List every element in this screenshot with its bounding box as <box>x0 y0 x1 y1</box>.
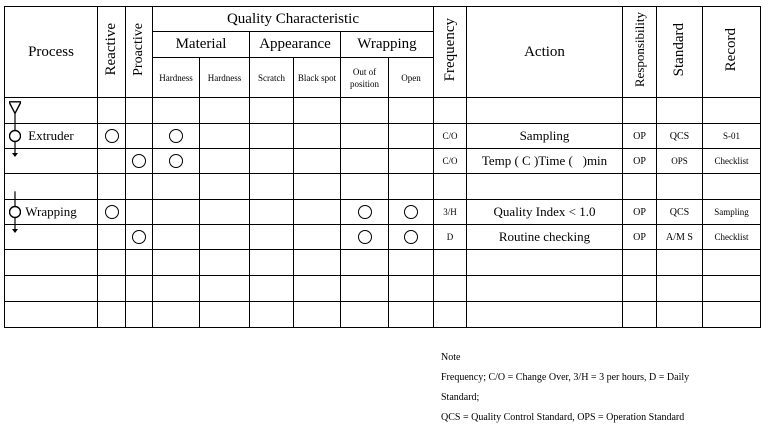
hardness-mark <box>153 124 200 149</box>
hardness-header: Hardness <box>153 58 200 98</box>
start-cell <box>5 98 98 124</box>
record-cell: Checklist <box>703 225 761 250</box>
frequency-header: Frequency <box>434 7 467 98</box>
notes-block <box>441 348 689 428</box>
check-circle-icon <box>105 205 119 219</box>
hardness-mark <box>153 149 200 174</box>
open-mark <box>389 200 434 225</box>
proactive-mark <box>126 225 153 250</box>
action-cell: Sampling <box>467 124 623 149</box>
check-circle-icon <box>404 230 418 244</box>
standard-header: Standard <box>657 7 703 98</box>
table-row <box>5 302 761 328</box>
table-row <box>5 124 761 149</box>
flow-operation-circle-icon <box>9 200 21 224</box>
process-cell <box>5 149 98 174</box>
action-cell: Temp ( C )Time ( )min <box>467 149 623 174</box>
action-cell: Quality Index < 1.0 <box>467 200 623 225</box>
black-spot-header: Black spot <box>294 58 341 98</box>
frequency-cell: D <box>434 225 467 250</box>
material-header: Material <box>153 32 250 58</box>
record-cell: S-01 <box>703 124 761 149</box>
process-label: Extruder <box>28 128 74 143</box>
proactive-header: Proactive <box>126 7 153 98</box>
check-circle-icon <box>105 129 119 143</box>
appearance-header: Appearance <box>250 32 341 58</box>
responsibility-cell: OP <box>623 149 657 174</box>
record-cell: Checklist <box>703 149 761 174</box>
record-header: Record <box>703 7 761 98</box>
out-of-position-header: Out of position <box>341 58 389 98</box>
table-row <box>5 276 761 302</box>
flow-line-icon <box>9 174 21 199</box>
check-circle-icon <box>358 230 372 244</box>
action-cell: Routine checking <box>467 225 623 250</box>
frequency-cell: 3/H <box>434 200 467 225</box>
standard-cell: OPS <box>657 149 703 174</box>
notes-frequency: Frequency; C/O = Change Over, 3/H = 3 per hours, D = Daily <box>441 372 690 383</box>
process-cell <box>5 200 98 225</box>
action-header: Action <box>467 7 623 98</box>
process-cell <box>5 124 98 149</box>
proactive-mark <box>126 149 153 174</box>
check-circle-icon <box>132 154 146 168</box>
standard-cell: QCS <box>657 200 703 225</box>
reactive-header: Reactive <box>98 7 126 98</box>
process-label: Wrapping <box>25 204 77 219</box>
reactive-mark <box>98 124 126 149</box>
out-of-position-mark <box>341 225 389 250</box>
check-circle-icon <box>169 154 183 168</box>
quality-characteristic-header: Quality Characteristic <box>153 7 434 32</box>
open-header: Open <box>389 58 434 98</box>
check-circle-icon <box>404 205 418 219</box>
reactive-mark <box>98 200 126 225</box>
flow-arrow-icon <box>9 149 21 173</box>
responsibility-cell: OP <box>623 200 657 225</box>
notes-standard-label: Standard; <box>441 392 480 403</box>
responsibility-cell: OP <box>623 225 657 250</box>
process-cell <box>5 225 98 250</box>
check-circle-icon <box>132 230 146 244</box>
table-row <box>5 250 761 276</box>
flow-start-triangle-icon <box>9 98 21 123</box>
notes-standard: QCS = Quality Control Standard, OPS = Operation Standard <box>441 412 685 423</box>
standard-cell: QCS <box>657 124 703 149</box>
quality-control-table <box>4 6 761 328</box>
table-row <box>5 225 761 250</box>
check-circle-icon <box>169 129 183 143</box>
process-header: Process <box>5 7 98 98</box>
table-row <box>5 200 761 225</box>
frequency-cell: C/O <box>434 149 467 174</box>
frequency-cell: C/O <box>434 124 467 149</box>
notes-title: Note <box>441 352 461 363</box>
responsibility-header: Responsibility <box>623 7 657 98</box>
hardness-header-2: Hardness <box>200 58 250 98</box>
check-circle-icon <box>358 205 372 219</box>
flow-operation-circle-icon <box>9 124 21 148</box>
flow-arrow-icon <box>9 225 21 249</box>
responsibility-cell: OP <box>623 124 657 149</box>
record-cell: Sampling <box>703 200 761 225</box>
connector-cell <box>5 174 98 200</box>
scratch-header: Scratch <box>250 58 294 98</box>
standard-cell: A/M S <box>657 225 703 250</box>
out-of-position-mark <box>341 200 389 225</box>
open-mark <box>389 225 434 250</box>
wrapping-header: Wrapping <box>341 32 434 58</box>
table-row <box>5 149 761 174</box>
